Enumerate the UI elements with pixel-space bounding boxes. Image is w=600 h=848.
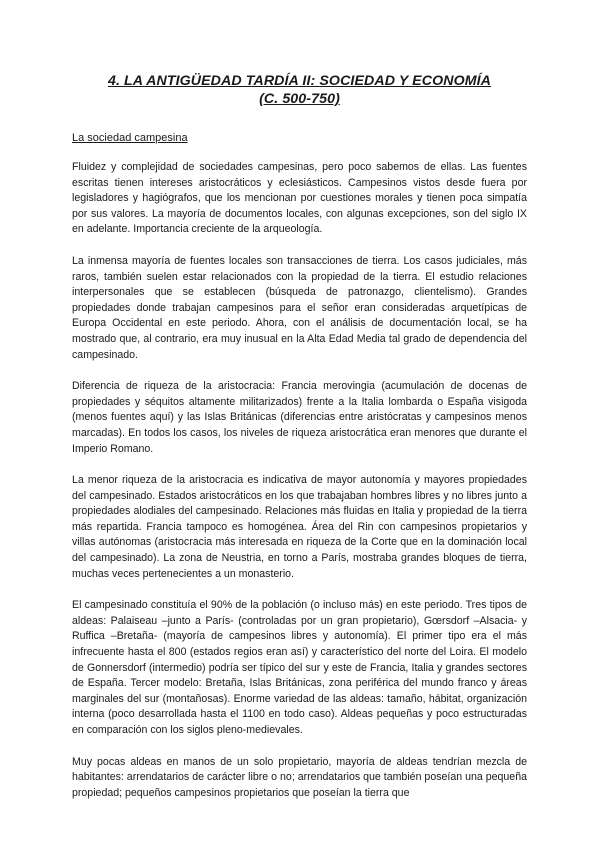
title-line-1: 4. LA ANTIGÜEDAD TARDÍA II: SOCIEDAD Y ECONOMÍA <box>107 73 492 89</box>
document-page <box>72 0 527 801</box>
title-line-2: (C. 500-750) <box>259 91 340 107</box>
paragraph-6: Muy pocas aldeas en manos de un solo propietario, mayoría de aldeas tendrían mezcla de habitantes: arrendatarios de carácter libre o no; arrendatarios que también poseían una pequeña propiedad; pequeños campesinos propietarios que poseían la tierra que <box>72 755 527 799</box>
paragraph-2: La inmensa mayoría de fuentes locales son transacciones de tierra. Los casos judiciales, más raros, también suelen estar relacionados con la propiedad de la tierra. El estudio relaciones interpersonales que se establecen (búsqueda de patronazgo, clientelismo). Grandes propiedades donde trabajan campesinos para el señor eran consideradas arquetípicas de Europa Occidental en este periodo. Ahora, con el análisis de documentación local, se ha mostrado que, al contrario, era muy inusual en la Alta Edad Media tal grado de dependencia del campesinado. <box>72 254 527 361</box>
paragraph-1: Fluidez y complejidad de sociedades campesinas, pero poco sabemos de ellas. Las fuentes escritas tienen intereses aristocráticos y eclesiásticos. Campesinos vistos desde fuera por legisladores y hagiógrafos, que los mencionan por cuestiones morales y tienen poca simpatía por sus valores. La mayoría de documentos locales, con algunas excepciones, son del siglo IX en adelante. Importancia creciente de la arqueología. <box>72 161 527 236</box>
paragraph-3: Diferencia de riqueza de la aristocracia: Francia merovingia (acumulación de docenas de propiedades y séquitos altamente militarizados) frente a la Italia lombarda o España visigoda (menos fuentes aquí) y las Islas Británicas (diferencias entre aristócratas y campesinos menos marcadas). En todos los casos, los niveles de riqueza aristocrática eran menores que durante el Imperio Romano. <box>72 380 527 455</box>
paragraph-4: La menor riqueza de la aristocracia es indicativa de mayor autonomía y mayores propiedades del campesinado. Estados aristocráticos en los que trabajaban hombres libres y no libres junto a propiedades alodiales del campesinado. Relaciones más fluidas en Italia y propiedad de la tierra más repartida. Francia tampoco es homogénea. Área del Rin con campesinos propietarios y villas autónomas (aristocracia más interesada en riqueza de la Corte que en la dominación local del campesinado). La zona de Neustria, en torno a París, mostraba grandes bloques de tierra, muchas veces pertenecientes a un monasterio. <box>72 474 527 580</box>
document-title <box>72 72 527 108</box>
paragraph-5: El campesinado constituía el 90% de la población (o incluso más) en este periodo. Tres tipos de aldeas: Palaiseau –junto a París- (controladas por un gran propietario), Gœrsdorf –Alsacia- y Ruffica –Bretaña- (mayoría de campesinos libres y autonomía). El primer tipo era el más infrecuente hasta el 800 (estados regios eran así) y característico del norte del Loira. El modelo de Gonnersdorf (intermedio) podría ser típico del sur y este de Francia, Italia y grandes sectores de España. Tercer modelo: Bretaña, Islas Británicas, zona periférica del mundo franco y áreas marginales del sur (montañosas). Enorme variedad de las aldeas: tamaño, hábitat, organización interna (poco desarrollada hasta el 1100 en todo caso). Aldeas pequeñas y poco estructuradas en comparación con los siglos pleno-medievales. <box>72 599 527 736</box>
section-heading: La sociedad campesina <box>72 132 188 144</box>
